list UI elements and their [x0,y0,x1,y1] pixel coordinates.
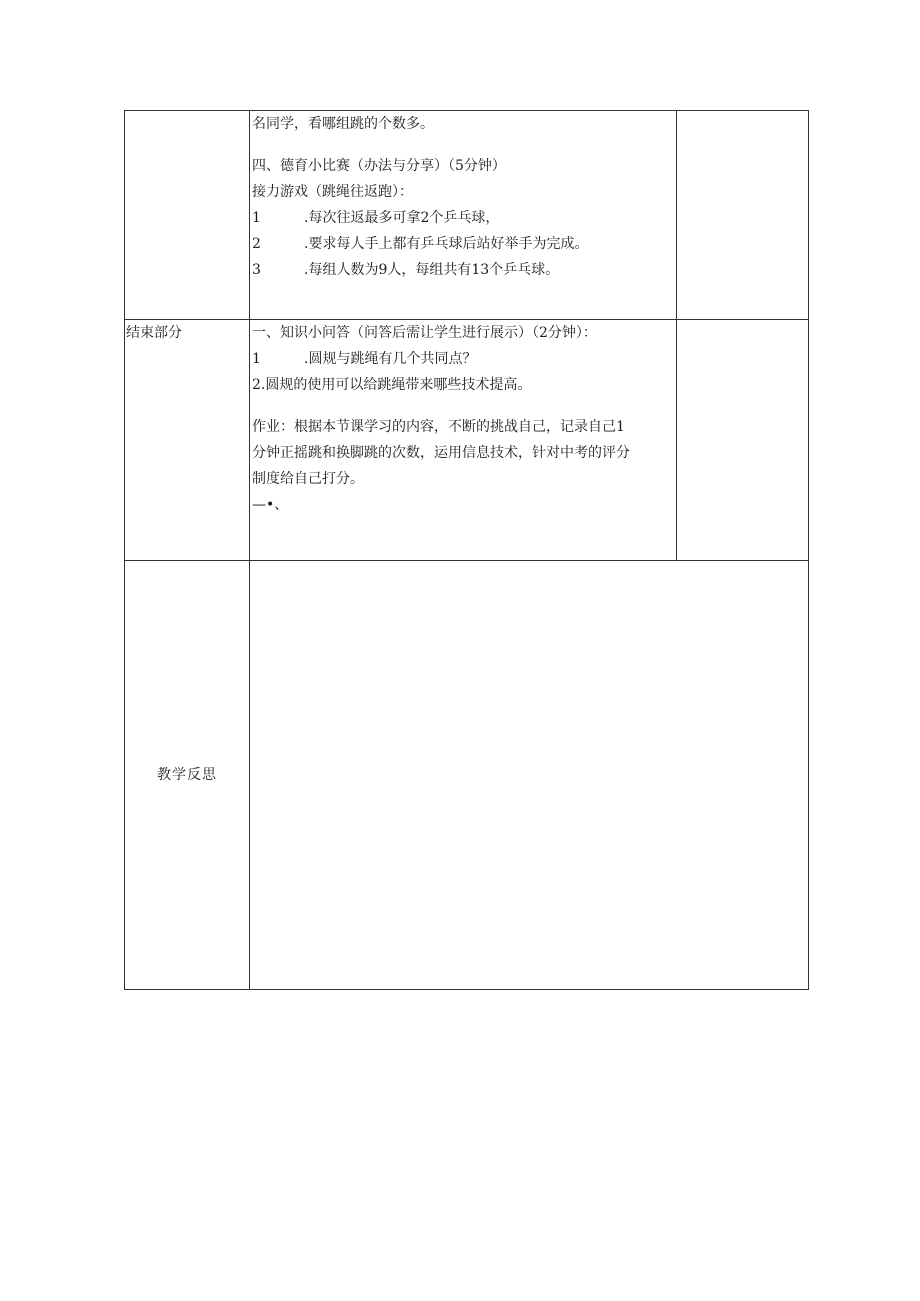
text-line: 名同学，看哪组跳的个数多。 [252,116,434,132]
content-cell-main [250,111,677,320]
blank-line [252,398,674,414]
blank-line [252,137,674,153]
list-text: .要求每人手上都有乒乓球后站好举手为完成。 [304,236,589,252]
list-item [252,257,674,283]
text-line-heading: 四、德育小比赛（办法与分享）（5分钟） [252,158,506,174]
list-item [252,231,674,257]
section-label-cell [125,320,250,561]
reflection-content-cell [250,561,809,990]
list-item [252,346,674,372]
table-row-main-continued [125,111,809,320]
homework-line: 分钟正摇跳和换脚跳的次数，运用信息技术，针对中考的评分 [252,445,630,461]
text-line-heading: 一、知识小问答（问答后需让学生进行展示）（2分钟）： [252,325,597,341]
list-text: .每次往返最多可拿2个乒乓球， [304,210,500,226]
text-line: 2.圆规的使用可以给跳绳带来哪些技术提高。 [252,377,532,393]
homework-line: 作业：根据本节课学习的内容，不断的挑战自己，记录自己1 [252,419,625,435]
reflection-label: 教学反思 [125,561,250,990]
list-item [252,205,674,231]
lesson-plan-table [124,110,809,990]
notes-cell [677,320,809,561]
table-row-ending [125,320,809,561]
section-label-cell [125,111,250,320]
text-line: 接力游戏（跳绳往返跑）： [252,184,413,200]
notes-cell [677,111,809,320]
section-label-ending: 结束部分 [126,325,182,341]
text-line: —•、 [252,497,289,513]
list-number: 1 [252,210,261,226]
list-text: .圆规与跳绳有几个共同点？ [304,351,477,367]
table-row-reflection [125,561,809,990]
list-number: 1 [252,351,261,367]
content-cell-ending [250,320,677,561]
homework-line: 制度给自己打分。 [252,471,364,487]
list-number: 3 [252,262,261,278]
list-number: 2 [252,236,261,252]
list-text: .每组人数为9人，每组共有13个乒乓球。 [304,262,560,278]
